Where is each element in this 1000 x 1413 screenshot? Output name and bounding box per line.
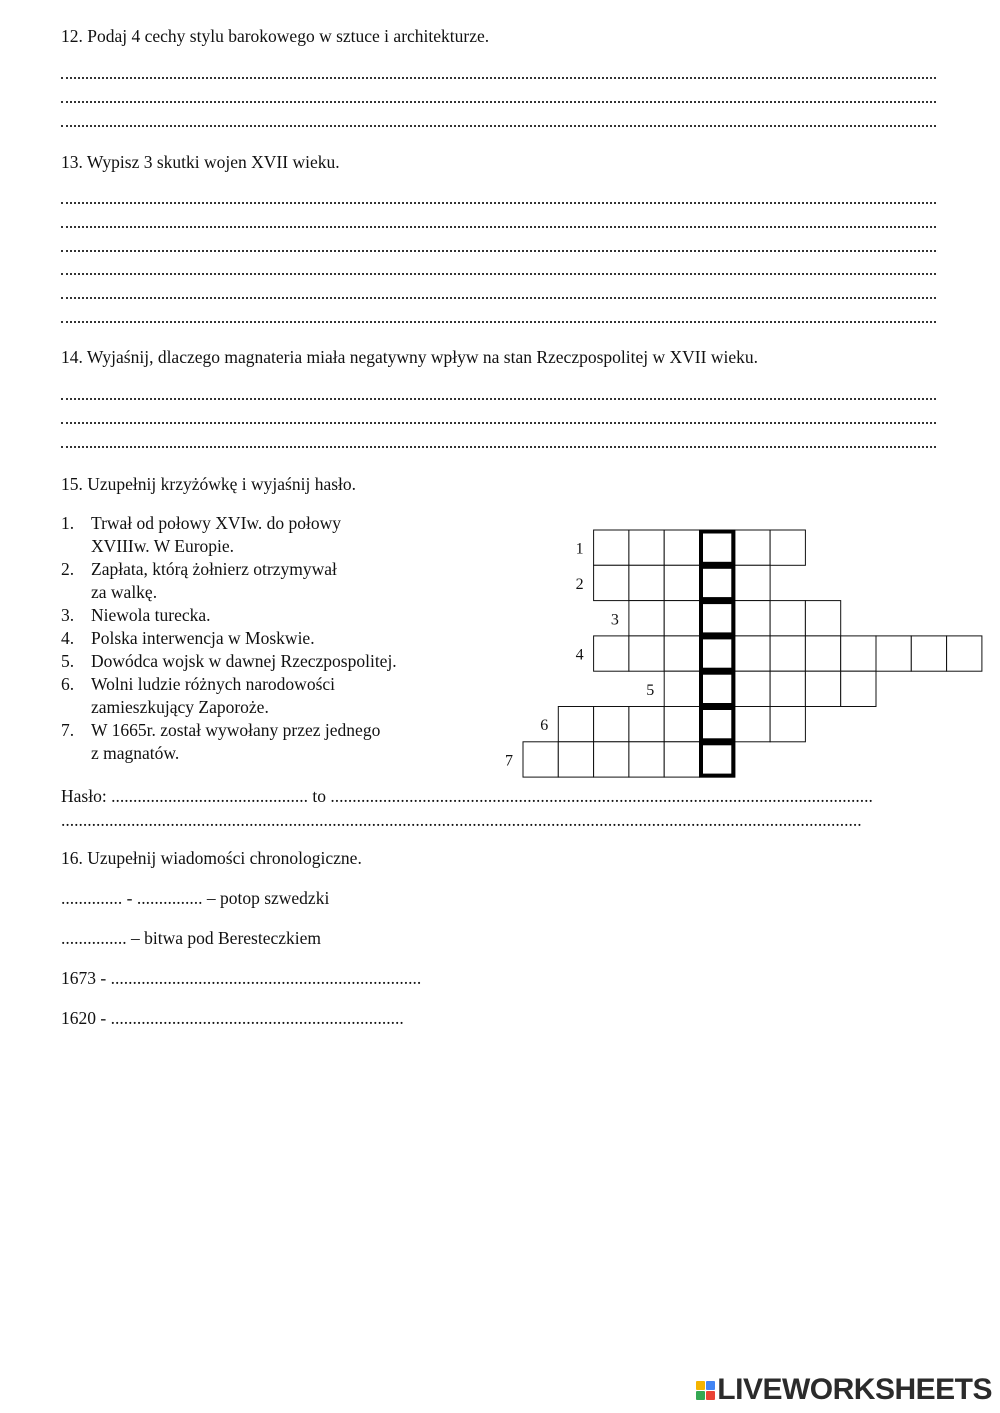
clue-number: 1. bbox=[61, 513, 75, 533]
crossword-row-number: 4 bbox=[575, 646, 584, 664]
crossword-cell[interactable] bbox=[735, 707, 770, 742]
crossword-cell[interactable] bbox=[770, 636, 805, 671]
crossword-cell[interactable] bbox=[700, 707, 735, 742]
clue-text: Wolni ludzie różnych narodowości zamieszkujący Zaporoże. bbox=[91, 674, 336, 717]
crossword-cell[interactable] bbox=[770, 707, 805, 742]
crossword-cell[interactable] bbox=[735, 565, 770, 600]
haslo-answer-field[interactable]: ............................................. bbox=[111, 786, 308, 806]
question-15-prompt: 15. Uzupełnij krzyżówkę i wyjaśnij hasło. bbox=[61, 474, 357, 494]
crossword-cell[interactable] bbox=[523, 742, 558, 777]
crossword-cell[interactable] bbox=[735, 671, 770, 706]
crossword-cell[interactable] bbox=[594, 530, 629, 565]
crossword-cell[interactable] bbox=[805, 671, 840, 706]
crossword-cell[interactable] bbox=[629, 601, 664, 636]
crossword-cell[interactable] bbox=[770, 530, 805, 565]
crossword-row-number: 2 bbox=[575, 575, 584, 593]
crossword-row-number: 3 bbox=[610, 611, 619, 629]
clue-number: 3. bbox=[61, 605, 75, 625]
crossword-cell[interactable] bbox=[876, 636, 911, 671]
question-13-prompt: 13. Wypisz 3 skutki wojen XVII wieku. bbox=[61, 152, 340, 172]
clue-text: Niewola turecka. bbox=[91, 605, 211, 625]
crossword-cell[interactable] bbox=[664, 707, 699, 742]
clue-text: Trwał od połowy XVIw. do połowy XVIIIw. W Europie. bbox=[91, 513, 342, 556]
logo-text: LIVEWORKSHEETS bbox=[717, 1373, 992, 1406]
crossword-cell[interactable] bbox=[629, 707, 664, 742]
crossword-cell[interactable] bbox=[700, 636, 735, 671]
crossword-cell[interactable] bbox=[735, 601, 770, 636]
crossword-cell[interactable] bbox=[700, 530, 735, 565]
crossword-cell[interactable] bbox=[770, 671, 805, 706]
logo-mark-icon bbox=[696, 1381, 715, 1400]
question-12-prompt: 12. Podaj 4 cechy stylu barokowego w sztuce i architekturze. bbox=[61, 26, 490, 46]
crossword-cell[interactable] bbox=[735, 530, 770, 565]
crossword-cell[interactable] bbox=[911, 636, 946, 671]
crossword-cell[interactable] bbox=[664, 565, 699, 600]
chronology-item[interactable]: ............... – bitwa pod Beresteczkiem bbox=[61, 928, 322, 948]
crossword-cell[interactable] bbox=[629, 530, 664, 565]
clue-text: Polska interwencja w Moskwie. bbox=[91, 628, 315, 648]
logo-square-icon bbox=[696, 1391, 705, 1400]
clue-number: 4. bbox=[61, 628, 75, 648]
crossword-cell[interactable] bbox=[700, 601, 735, 636]
logo-square-icon bbox=[706, 1391, 715, 1400]
crossword-cell[interactable] bbox=[664, 742, 699, 777]
question-14-prompt: 14. Wyjaśnij, dlaczego magnateria miała negatywny wpływ na stan Rzeczpospolitej w XVII wieku. bbox=[61, 347, 758, 367]
question-16-prompt: 16. Uzupełnij wiadomości chronologiczne. bbox=[61, 848, 362, 868]
crossword-cell[interactable] bbox=[664, 601, 699, 636]
clue-number: 2. bbox=[61, 559, 75, 579]
crossword-row-number: 5 bbox=[646, 681, 655, 699]
crossword-cell[interactable] bbox=[594, 707, 629, 742]
haslo-to-label: to bbox=[312, 786, 326, 806]
haslo-label: Hasło: bbox=[61, 786, 107, 806]
crossword-cell[interactable] bbox=[629, 742, 664, 777]
crossword-cell[interactable] bbox=[664, 530, 699, 565]
crossword-cell[interactable] bbox=[805, 636, 840, 671]
crossword-row-number: 7 bbox=[505, 752, 513, 770]
chronology-item[interactable]: .............. - ............... – potop szwedzki bbox=[61, 888, 330, 908]
crossword-cell[interactable] bbox=[594, 565, 629, 600]
clue-text: W 1665r. został wywołany przez jednego z magnatów. bbox=[91, 720, 381, 763]
crossword-cell[interactable] bbox=[770, 601, 805, 636]
crossword-cell[interactable] bbox=[841, 636, 876, 671]
chronology-item[interactable]: 1620 - ................................................................... bbox=[61, 1008, 404, 1028]
crossword-cell[interactable] bbox=[735, 636, 770, 671]
haslo-explanation-field[interactable]: ............................................................................................................................ bbox=[330, 786, 873, 806]
crossword-cell[interactable] bbox=[664, 636, 699, 671]
crossword-cell[interactable] bbox=[558, 742, 593, 777]
crossword-cell[interactable] bbox=[558, 707, 593, 742]
crossword-cell[interactable] bbox=[594, 636, 629, 671]
haslo-explanation-line[interactable]: ....................................................................................................................................................................................... bbox=[61, 810, 862, 830]
clue-number: 5. bbox=[61, 651, 75, 671]
crossword-row-number: 6 bbox=[540, 717, 549, 735]
crossword-row-number: 1 bbox=[575, 540, 584, 558]
crossword-cell[interactable] bbox=[664, 671, 699, 706]
liveworksheets-logo bbox=[696, 1373, 992, 1407]
crossword-cell[interactable] bbox=[594, 742, 629, 777]
haslo-line bbox=[61, 786, 873, 807]
crossword-cell[interactable] bbox=[841, 671, 876, 706]
crossword-cell[interactable] bbox=[805, 601, 840, 636]
crossword-cell[interactable] bbox=[629, 636, 664, 671]
crossword-cell[interactable] bbox=[700, 565, 735, 600]
crossword-cell[interactable] bbox=[700, 671, 735, 706]
clue-text: Dowódca wojsk w dawnej Rzeczpospolitej. bbox=[91, 651, 397, 671]
chronology-item[interactable]: 1673 - ....................................................................... bbox=[61, 968, 422, 988]
crossword-cell[interactable] bbox=[700, 742, 735, 777]
crossword-cell[interactable] bbox=[947, 636, 982, 671]
clue-number: 6. bbox=[61, 674, 75, 694]
clue-number: 7. bbox=[61, 720, 75, 740]
crossword-cell[interactable] bbox=[629, 565, 664, 600]
logo-square-icon bbox=[696, 1381, 705, 1390]
clue-text: Zapłata, którą żołnierz otrzymywał za walkę. bbox=[91, 559, 337, 602]
logo-square-icon bbox=[706, 1381, 715, 1390]
